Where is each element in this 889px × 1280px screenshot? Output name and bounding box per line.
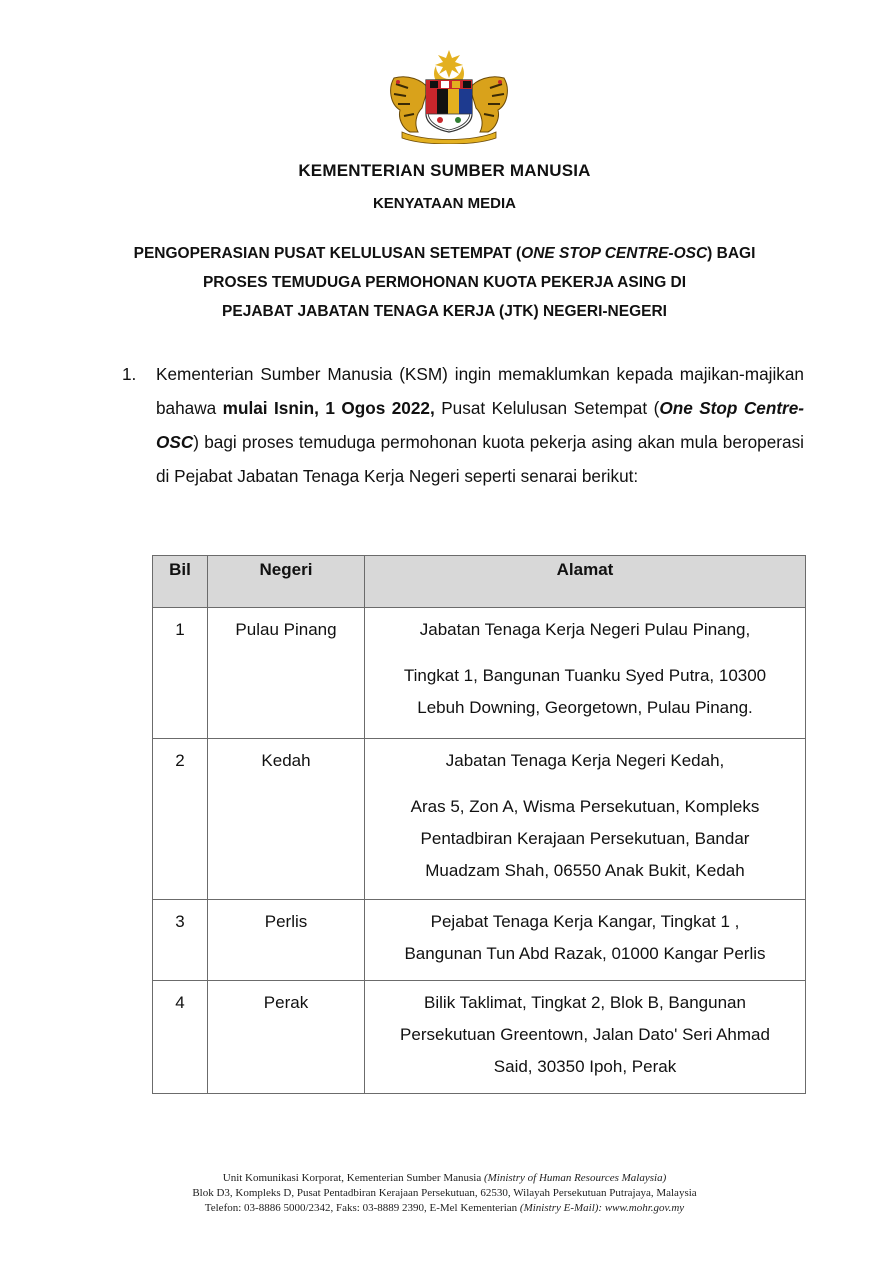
footer-line-3: Telefon: 03-8886 5000/2342, Faks: 03-8889 2390, E-Mel Kementerian (Ministry E-Mail): www.mohr.gov.my bbox=[204, 1202, 685, 1214]
header-negeri: Negeri bbox=[208, 556, 365, 608]
footer-contact bbox=[0, 1171, 889, 1216]
cell-bil: 2 bbox=[153, 739, 208, 900]
subject-line-1: PENGOPERASIAN PUSAT KELULUSAN SETEMPAT (ONE STOP CENTRE-OSC) BAGI bbox=[133, 245, 756, 262]
cell-alamat: Bilik Taklimat, Tingkat 2, Blok B, Bangunan Persekutuan Greentown, Jalan Dato' Seri Ahmad Said, 30350 Ipoh, Perak bbox=[365, 981, 806, 1094]
cell-alamat: Pejabat Tenaga Kerja Kangar, Tingkat 1 , Bangunan Tun Abd Razak, 01000 Kangar Perlis bbox=[365, 900, 806, 981]
cell-negeri: Pulau Pinang bbox=[208, 608, 365, 739]
osc-location-table bbox=[152, 555, 806, 1094]
table-row bbox=[153, 900, 806, 981]
document-type: KENYATAAN MEDIA bbox=[372, 195, 517, 212]
subject-line-2: PROSES TEMUDUGA PERMOHONAN KUOTA PEKERJA ASING DI bbox=[202, 274, 687, 291]
header-bil: Bil bbox=[153, 556, 208, 608]
coat-of-arms-icon bbox=[384, 48, 514, 144]
ministry-name: KEMENTERIAN SUMBER MANUSIA bbox=[298, 161, 591, 180]
cell-alamat: Jabatan Tenaga Kerja Negeri Kedah, Aras 5, Zon A, Wisma Persekutuan, Kompleks Pentadbiran Kerajaan Persekutuan, Bandar Muadzam Shah, 06550 Anak Bukit, Kedah bbox=[365, 739, 806, 900]
cell-negeri: Kedah bbox=[208, 739, 365, 900]
footer-line-1: Unit Komunikasi Korporat, Kementerian Sumber Manusia (Ministry of Human Resources Malaysia) bbox=[222, 1172, 667, 1184]
header-alamat: Alamat bbox=[365, 556, 806, 608]
cell-bil: 3 bbox=[153, 900, 208, 981]
table-row bbox=[153, 739, 806, 900]
cell-bil: 1 bbox=[153, 608, 208, 739]
cell-alamat: Jabatan Tenaga Kerja Negeri Pulau Pinang, Tingkat 1, Bangunan Tuanku Syed Putra, 10300 Lebuh Downing, Georgetown, Pulau Pinang. bbox=[365, 608, 806, 739]
table-header-row bbox=[153, 556, 806, 608]
table-row bbox=[153, 981, 806, 1094]
press-release-subject bbox=[0, 239, 889, 326]
paragraph-number: 1. bbox=[122, 364, 137, 384]
cell-bil: 4 bbox=[153, 981, 208, 1094]
paragraph-1 bbox=[122, 357, 812, 493]
paragraph-text: Kementerian Sumber Manusia (KSM) ingin memaklumkan kepada majikan-majikan bahawa mulai Isnin, 1 Ogos 2022, Pusat Kelulusan Setempat (One Stop Centre-OSC) bagi proses temuduga permohonan kuota pekerja asing akan mula beroperasi di Pejabat Jabatan Tenaga Kerja Negeri seperti senarai berikut: bbox=[156, 364, 805, 486]
cell-negeri: Perak bbox=[208, 981, 365, 1094]
subject-line-3: PEJABAT JABATAN TENAGA KERJA (JTK) NEGERI-NEGERI bbox=[222, 303, 667, 320]
table-row bbox=[153, 608, 806, 739]
cell-negeri: Perlis bbox=[208, 900, 365, 981]
footer-line-2: Blok D3, Kompleks D, Pusat Pentadbiran Kerajaan Persekutuan, 62530, Wilayah Persekutuan Putrajaya, Malaysia bbox=[192, 1187, 697, 1199]
